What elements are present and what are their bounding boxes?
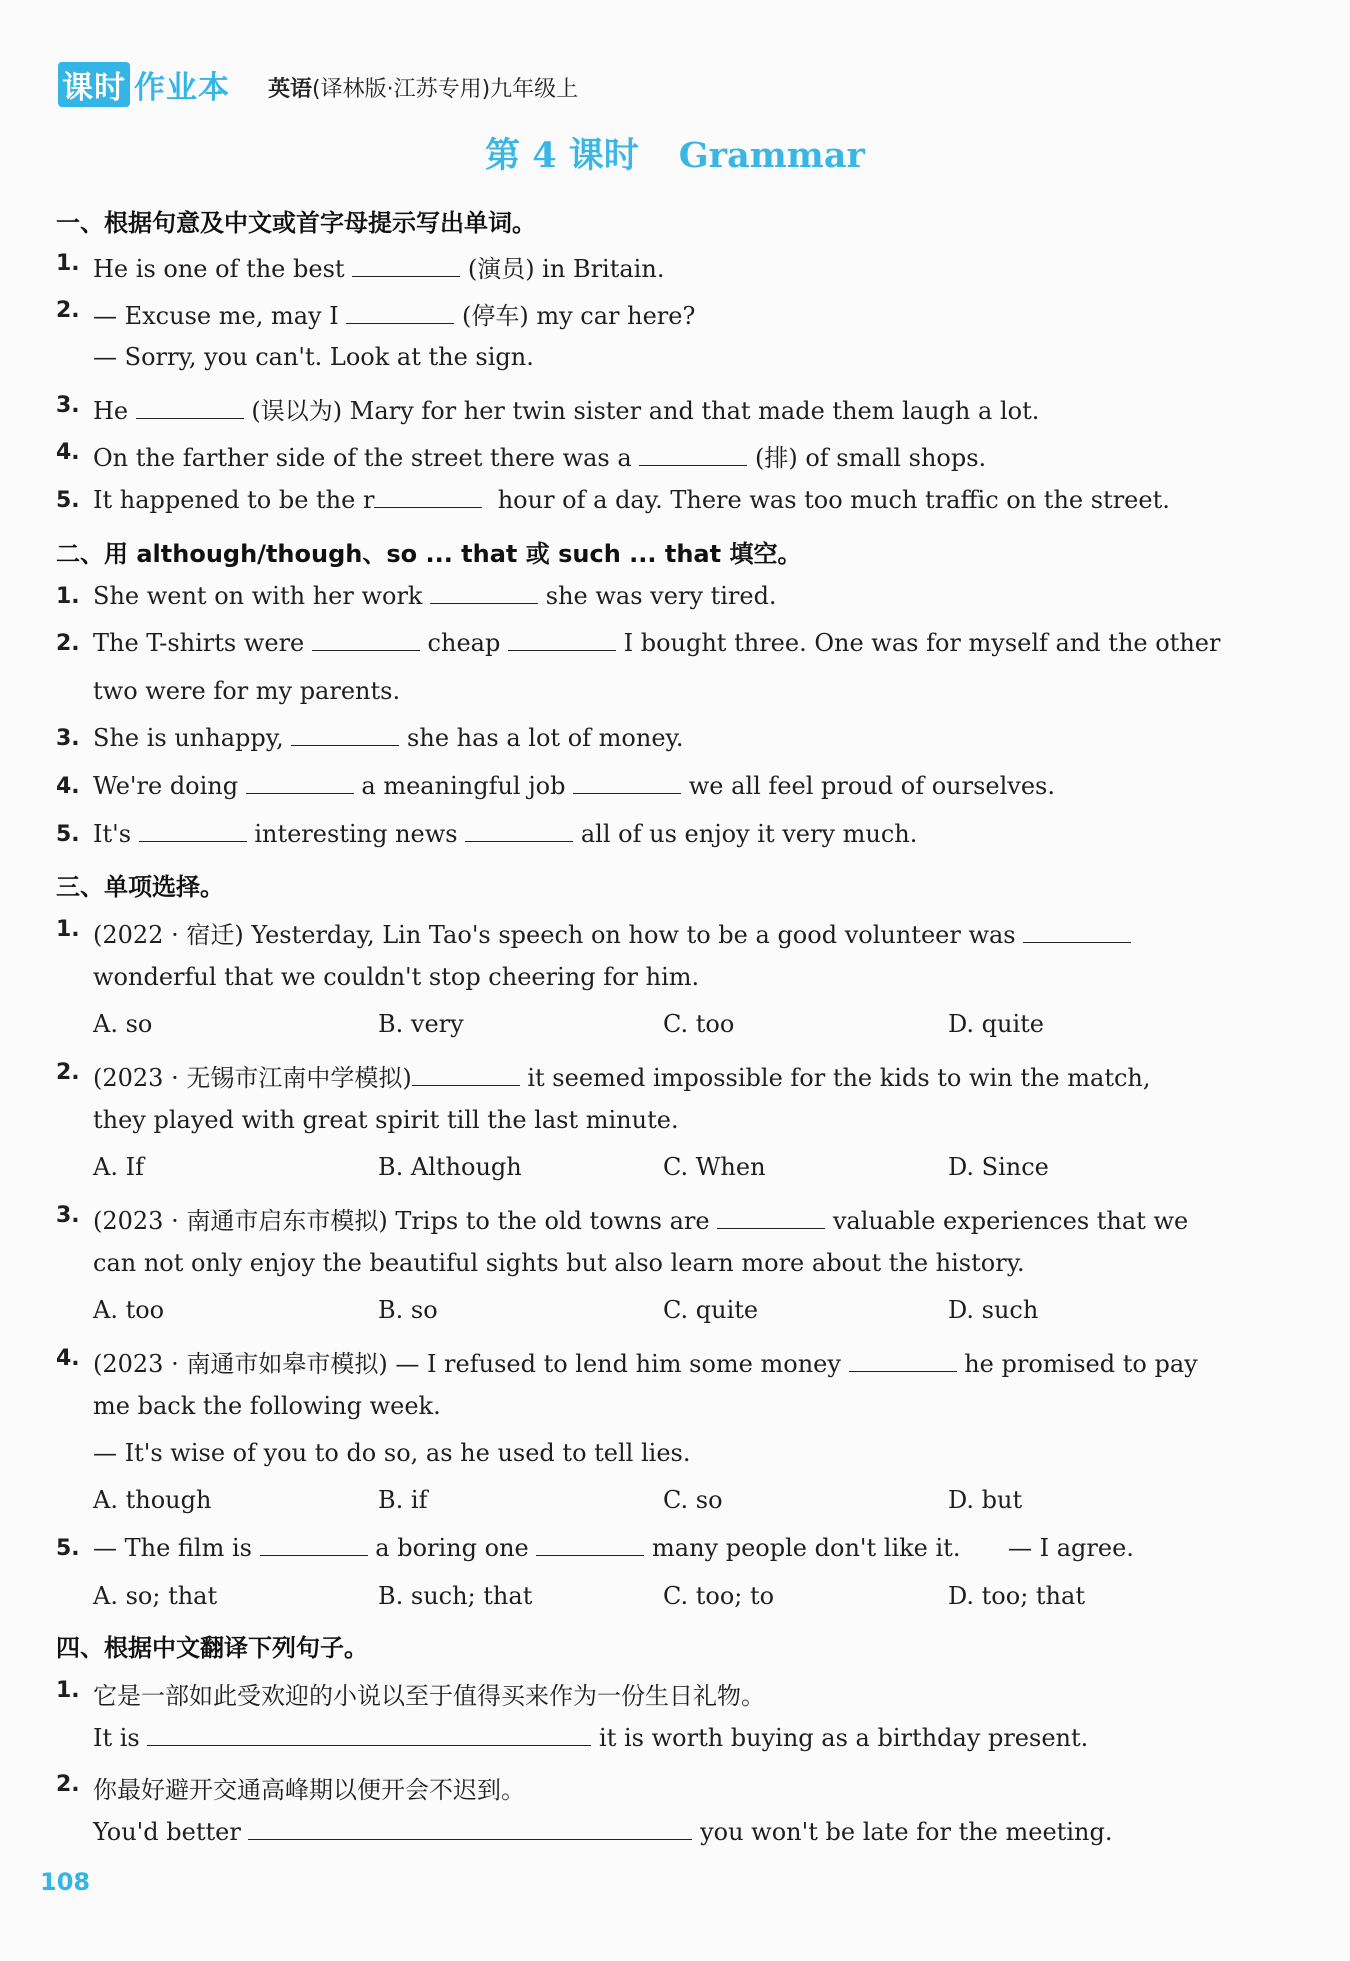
item-number: 1.: [56, 1678, 80, 1703]
item-text: it seemed impossible for the kids to win the match,: [527, 1064, 1151, 1092]
option-c[interactable]: C. When: [663, 1153, 766, 1181]
item-text: — It's wise of you to do so, as he used to tell lies.: [93, 1439, 691, 1467]
option-d[interactable]: D. but: [948, 1486, 1023, 1514]
answer-blank[interactable]: [465, 821, 573, 842]
item-text: — The film is: [93, 1534, 252, 1562]
item-number: 5.: [56, 1536, 80, 1561]
item-text: she has a lot of money.: [407, 724, 684, 752]
answer-blank[interactable]: [430, 583, 538, 604]
item-text: two were for my parents.: [93, 677, 401, 705]
item-text: a meaningful job: [361, 772, 566, 800]
item-text: It is: [93, 1724, 140, 1752]
item-text: a boring one: [375, 1534, 529, 1562]
item-number: 5.: [56, 488, 80, 513]
item-text: (2023 · 南通市启东市模拟) Trips to the old towns are: [93, 1207, 710, 1235]
option-a[interactable]: A. so: [93, 1010, 153, 1038]
item-text: You'd better: [93, 1818, 241, 1846]
option-d[interactable]: D. quite: [948, 1010, 1044, 1038]
item-text: (停车) my car here?: [461, 302, 696, 330]
header-subject: 英语: [268, 77, 313, 102]
item-text: (演员) in Britain.: [467, 255, 665, 283]
option-d[interactable]: D. too; that: [948, 1582, 1085, 1610]
item-text: On the farther side of the street there was a: [93, 444, 632, 472]
item-text: (误以为) Mary for her twin sister and that made them laugh a lot.: [251, 397, 1040, 425]
item-text: they played with great spirit till the last minute.: [93, 1106, 679, 1134]
item-number: 2.: [56, 1060, 80, 1085]
item-text: (2023 · 南通市如皋市模拟) — I refused to lend him some money: [93, 1350, 841, 1378]
option-d[interactable]: D. Since: [948, 1153, 1049, 1181]
item-number: 4.: [56, 774, 80, 799]
answer-blank[interactable]: [352, 256, 460, 277]
answer-blank[interactable]: [136, 398, 244, 419]
item-text: you won't be late for the meeting.: [700, 1818, 1113, 1846]
page-number: 108: [40, 1868, 91, 1896]
book-brand-logo: [58, 62, 230, 107]
answer-blank[interactable]: [291, 725, 399, 746]
item-text: can not only enjoy the beautiful sights but also learn more about the history.: [93, 1249, 1025, 1277]
section-1-heading: 一、根据句意及中文或首字母提示写出单词。: [56, 209, 536, 237]
option-b[interactable]: B. Although: [378, 1153, 522, 1181]
item-text: all of us enjoy it very much.: [580, 820, 918, 848]
item-text: wonderful that we couldn't stop cheering for him.: [93, 963, 700, 991]
answer-blank[interactable]: [849, 1351, 957, 1372]
answer-blank[interactable]: [639, 445, 747, 466]
item-text: many people don't like it.: [652, 1534, 961, 1562]
item-number: 1.: [56, 584, 80, 609]
option-b[interactable]: B. so: [378, 1296, 438, 1324]
item-number: 2.: [56, 631, 80, 656]
answer-blank[interactable]: [508, 630, 616, 651]
option-b[interactable]: B. if: [378, 1486, 428, 1514]
option-a[interactable]: A. too: [93, 1296, 165, 1324]
section-2-heading: 二、用 although/though、so ... that 或 such ... that 填空。: [56, 540, 802, 568]
item-text: We're doing: [93, 772, 239, 800]
option-c[interactable]: C. so: [663, 1486, 723, 1514]
brand-boxed-text: 课时: [58, 62, 130, 107]
item-text: interesting news: [254, 820, 458, 848]
answer-blank[interactable]: [536, 1535, 644, 1556]
item-number: 4.: [56, 440, 80, 465]
item-text: The T-shirts were: [93, 629, 305, 657]
item-number: 3.: [56, 726, 80, 751]
brand-text: 作业本: [134, 70, 230, 106]
item-text: hour of a day. There was too much traffic on the street.: [497, 486, 1170, 514]
option-a[interactable]: A. If: [93, 1153, 144, 1181]
answer-blank[interactable]: [717, 1208, 825, 1229]
item-number: 2.: [56, 298, 80, 323]
item-number: 3.: [56, 393, 80, 418]
answer-blank[interactable]: [1023, 922, 1131, 943]
item-chinese: 你最好避开交通高峰期以便开会不迟到。: [93, 1776, 525, 1804]
item-text: It's: [93, 820, 132, 848]
header-subtitle: [268, 72, 578, 103]
answer-blank[interactable]: [573, 773, 681, 794]
answer-blank[interactable]: [412, 1065, 520, 1086]
option-a[interactable]: A. though: [93, 1486, 212, 1514]
item-number: 1.: [56, 251, 80, 276]
option-c[interactable]: C. too: [663, 1010, 735, 1038]
item-text: I bought three. One was for myself and the other: [623, 629, 1221, 657]
page-title: [0, 128, 1350, 178]
option-c[interactable]: C. quite: [663, 1296, 759, 1324]
answer-blank[interactable]: [248, 1819, 692, 1840]
item-number: 4.: [56, 1346, 80, 1371]
item-text: (2022 · 宿迁) Yesterday, Lin Tao's speech on how to be a good volunteer was: [93, 921, 1016, 949]
header-edition: (译林版·江苏专用)九年级上: [312, 77, 579, 102]
answer-blank[interactable]: [374, 487, 482, 508]
item-number: 5.: [56, 822, 80, 847]
item-text: (排) of small shops.: [754, 444, 987, 472]
section-4-heading: 四、根据中文翻译下列句子。: [56, 1634, 368, 1662]
item-text: He is one of the best: [93, 255, 345, 283]
section-3-heading: 三、单项选择。: [56, 873, 224, 901]
item-text: — I agree.: [1008, 1534, 1134, 1562]
item-number: 3.: [56, 1203, 80, 1228]
item-chinese: 它是一部如此受欢迎的小说以至于值得买来作为一份生日礼物。: [93, 1682, 765, 1710]
item-text: She is unhappy,: [93, 724, 284, 752]
option-c[interactable]: C. too; to: [663, 1582, 775, 1610]
answer-blank[interactable]: [147, 1725, 591, 1746]
option-d[interactable]: D. such: [948, 1296, 1039, 1324]
item-text: valuable experiences that we: [832, 1207, 1189, 1235]
item-text: she was very tired.: [545, 582, 777, 610]
answer-blank[interactable]: [312, 630, 420, 651]
item-text: It happened to be the r: [93, 486, 375, 514]
lesson-topic: Grammar: [678, 135, 865, 176]
item-text: — Excuse me, may I: [93, 302, 339, 330]
item-text: He: [93, 397, 129, 425]
option-a[interactable]: A. so; that: [93, 1582, 218, 1610]
item-text: She went on with her work: [93, 582, 423, 610]
item-number: 2.: [56, 1772, 80, 1797]
option-b[interactable]: B. such; that: [378, 1582, 533, 1610]
item-text: (2023 · 无锡市江南中学模拟): [93, 1064, 412, 1092]
lesson-number: 第 4 课时: [485, 135, 639, 176]
item-text: he promised to pay: [964, 1350, 1198, 1378]
item-number: 1.: [56, 917, 80, 942]
answer-blank[interactable]: [260, 1535, 368, 1556]
item-text: it is worth buying as a birthday present.: [599, 1724, 1089, 1752]
item-text: cheap: [427, 629, 501, 657]
item-text: we all feel proud of ourselves.: [688, 772, 1055, 800]
answer-blank[interactable]: [246, 773, 354, 794]
item-text: — Sorry, you can't. Look at the sign.: [93, 343, 534, 371]
option-b[interactable]: B. very: [378, 1010, 464, 1038]
item-text: me back the following week.: [93, 1392, 441, 1420]
answer-blank[interactable]: [139, 821, 247, 842]
answer-blank[interactable]: [346, 303, 454, 324]
